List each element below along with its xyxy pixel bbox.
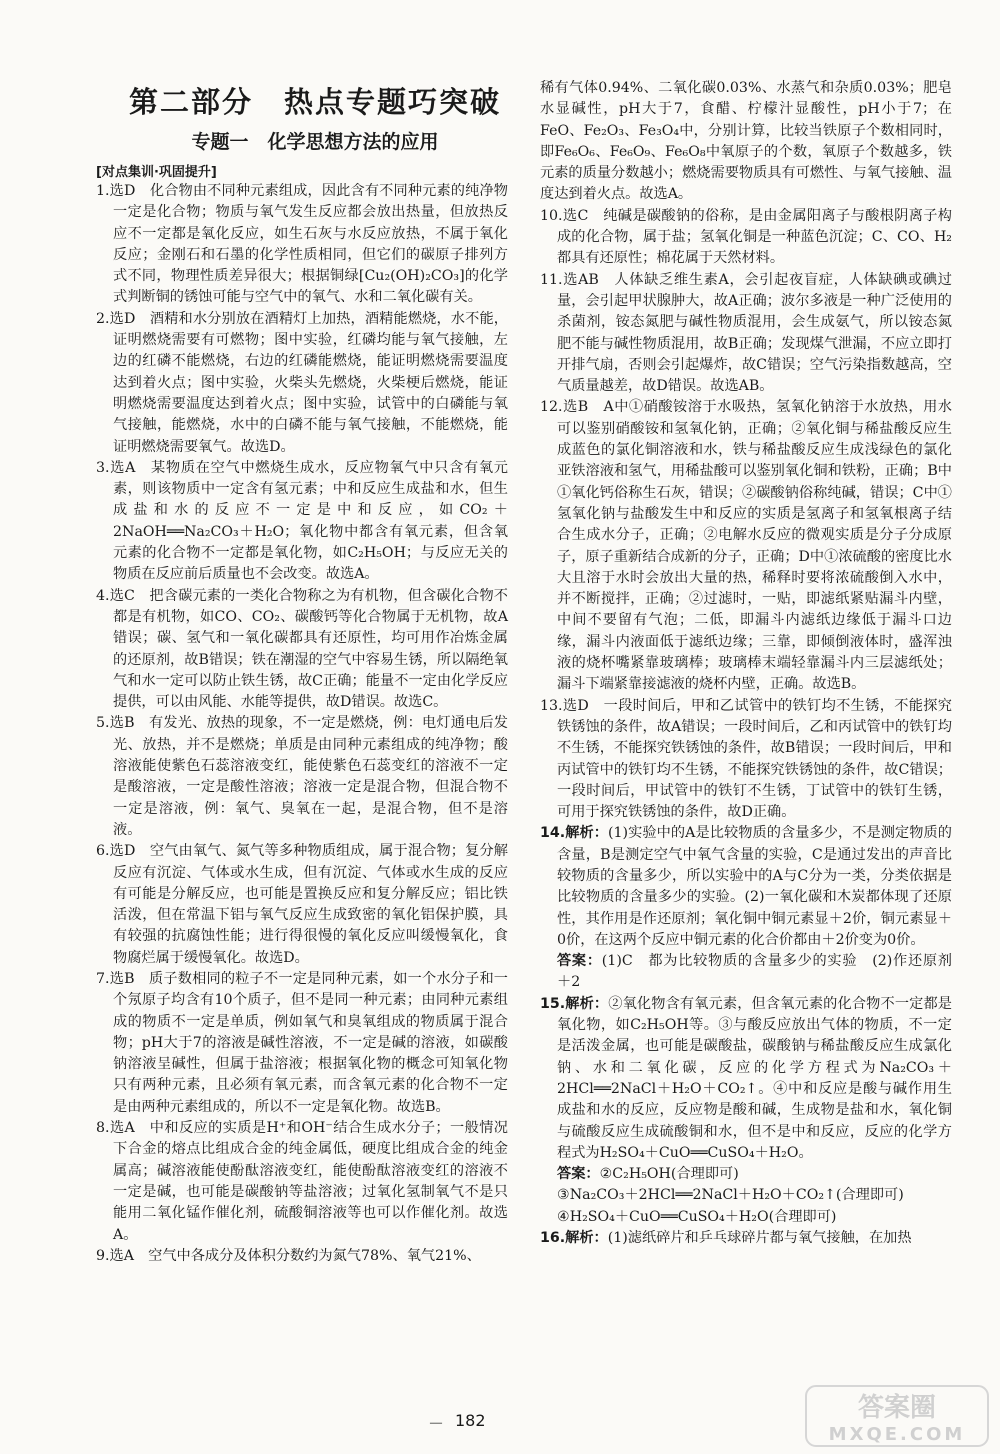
right-paragraph: [540, 823, 952, 951]
paragraph-text: (1)C 都为比较物质的含量多少的实验 (2)作还原剂 ＋2: [557, 953, 967, 991]
watermark-top-text: 答案圈: [857, 1393, 937, 1423]
left-paragraph: [96, 841, 508, 969]
paragraph-text: 11.选AB 人体缺乏维生素A，会引起夜盲症，人体缺碘或碘过量，会引起甲状腺肿大，故A正确；波尔多液是一种广泛使用的杀菌剂，铵态氮肥与碱性物质混用，会生成氨气，所以铵态氮肥不能与碱性物质混用，故B正确；发现煤气泄漏，不应立即打开排气扇，否则会引起爆炸，故C错误；空气污染指数越高，空气质量越差，故D错误。故选AB。: [540, 271, 952, 395]
section-tag: [对点集训·巩固提升]: [96, 165, 217, 180]
left-paragraph: [96, 458, 508, 586]
paragraph-text: 5.选B 有发光、放热的现象，不一定是燃烧，例：电灯通电后发光、放热，并不是燃烧；单质是由同种元素组成的纯净物；酸溶液能使紫色石蕊溶液变红，能使紫色石蕊变红的溶液不一定是酸溶液，一定是酸性溶液；溶液一定是混合物，但混合物不一定是溶液，例：氧气、臭氧在一起，是混合物，但不是溶液。: [96, 715, 508, 838]
paragraph-text: ②氧化物含有氧元素，但含氧元素的化合物不一定都是氧化物，如C₂H₅OH等。③与酸反应放出气体的物质，不一定是活泼金属，也可能是碳酸盐，碳酸钠与稀盐酸反应生成氯化钠、水和二氧化碳，反应的化学方程式为Na₂CO₃＋2HCl══2NaCl＋H₂O＋CO₂↑。④中和反应是酸与碱作用生成盐和水的反应，反应物是酸和碱，生成物是盐和水，氧化铜与硫酸反应生成硫酸铜和水，但不是中和反应，反应的化学方程式为H₂SO₄＋CuO══CuSO₄＋H₂O。: [557, 995, 952, 1161]
watermark-bottom-text: MXQE.COM: [828, 1424, 966, 1445]
paragraph-text: 1.选D 化合物由不同种元素组成，因此含有不同种元素的纯净物一定是化合物；物质与氧气发生反应都会放出热量，但放热反应不一定都是氧化反应，如生石灰与水反应放热，不属于氧化反应；金刚石和石墨的化学性质相同，但它们的碳原子排列方式不同，物理性质差异很大；根据铜绿[Cu₂(OH)₂CO₃]的化学式判断铜的锈蚀可能与空气中的氧气、水和二氧化碳有关。: [96, 183, 508, 306]
right-column: [540, 78, 967, 1249]
paragraph-text: 2.选D 酒精和水分别放在酒精灯上加热，酒精能燃烧，水不能，证明燃烧需要有可燃物；图中实验，红磷均能与氧气接触，左边的红磷不能燃烧，右边的红磷能燃烧，能证明燃烧需要温度达到着火点；图中实验，火柴头先燃烧，火柴梗后燃烧，能证明燃烧需要温度达到着火点；图中实验，试管中的白磷能与氧气接触，能燃烧，水中的白磷不能与氧气接触，不能燃烧，能证明燃烧需要氧气。故选D。: [96, 310, 508, 455]
page-dash: －: [428, 1414, 445, 1433]
paragraph-text: 10.选C 纯碱是碳酸钠的俗称，是由金属阳离子与酸根阴离子构成的化合物，属于盐；氢氧化铜是一种蓝色沉淀；C、CO、H₂都具有还原性；棉花属于天然材料。: [540, 207, 952, 267]
paragraph-text: 稀有气体0.94%、二氧化碳0.03%、水蒸气和杂质0.03%；肥皂水显碱性，pH大于7，食醋、柠檬汁显酸性，pH小于7；在FeO、Fe₂O₃、Fe₃O₄中，分别计算，比较当铁原子个数相同时，即Fe₆O₆、Fe₆O₉、Fe₆O₈中氧原子的个数，氧原子个数越多，铁元素的质量分数越小；燃烧需要物质具有可燃性、与氧气接触、温度达到着火点。故选A。: [540, 80, 952, 203]
right-paragraph: [540, 78, 952, 206]
right-paragraph: [540, 1207, 952, 1228]
right-paragraph: [540, 397, 952, 695]
right-paragraph: [540, 696, 952, 824]
left-paragraph: [96, 969, 508, 1118]
left-paragraph: [96, 1246, 508, 1267]
paragraph-text: ④H₂SO₄＋CuO══CuSO₄＋H₂O(合理即可): [557, 1208, 837, 1225]
paragraph-text: 6.选D 空气由氧气、氮气等多种物质组成，属于混合物；复分解反应有沉淀、气体或水生成，但有沉淀、气体或水生成的反应有可能是分解反应，也可能是置换反应和复分解反应；铝比铁活泼，但在常温下铝与氧气反应生成致密的氧化铝保护膜，具有较强的抗腐蚀性能；进行得很慢的氧化反应叫缓慢氧化，食物腐烂属于缓慢氧化。故选D。: [96, 843, 508, 966]
left-paragraph: [96, 181, 508, 309]
paragraph-text: (1)滤纸碎片和乒乓球碎片都与氧气接触，在加热: [607, 1230, 912, 1247]
paragraph-text: 9.选A 空气中各成分及体积分数约为氮气78%、氧气21%、: [96, 1247, 481, 1264]
paragraph-text: 8.选A 中和反应的实质是H⁺和OH⁻结合生成水分子；一般情况下合金的熔点比组成合金的纯金属低，硬度比组成合金的纯金属高；碱溶液能使酚酞溶液变红，能使酚酞溶液变红的溶液不一定是碱，也可能是碳酸钠等盐溶液；过氧化氢制氧气不是只能用二氧化锰作催化剂，硫酸铜溶液等也可以作催化剂。故选A。: [96, 1120, 508, 1243]
paragraph-text: 13.选D 一段时间后，甲和乙试管中的铁钉均不生锈，不能探究铁锈蚀的条件，故A错误；一段时间后，乙和丙试管中的铁钉均不生锈，不能探究铁锈蚀的条件，故B错误；一段时间后，甲和丙试管中的铁钉均不生锈，不能探究铁锈蚀的条件，故C错误；一段时间后，甲试管中的铁钉不生锈，丁试管中的铁钉生锈，可用于探究铁锈蚀的条件，故D正确。: [540, 697, 952, 821]
part-title: 第二部分 热点专题巧突破: [128, 85, 501, 119]
paragraph-label: 15.解析：: [540, 995, 609, 1012]
paragraph-text: 4.选C 把含碳元素的一类化合物称之为有机物，但含碳化合物不都是有机物，如CO、CO₂、碳酸钙等化合物属于无机物，故A错误；碳、氢气和一氧化碳都具有还原性，均可用作冶炼金属的还原剂，故B错误；铁在潮湿的空气中容易生锈，所以隔绝氧气和水一定可以防止铁生锈，故C正确；能量不一定由化学反应提供，可以由风能、水能等提供，故D错误。故选C。: [96, 587, 508, 711]
left-paragraph: [96, 713, 508, 841]
right-paragraph: [540, 994, 952, 1164]
topic-title: 专题一 化学思想方法的应用: [191, 131, 439, 153]
paragraph-text: ③Na₂CO₃＋2HCl══2NaCl＋H₂O＋CO₂↑(合理即可): [557, 1187, 904, 1204]
paragraph-text: 3.选A 某物质在空气中燃烧生成水，反应物氧气中只含有氧元素，则该物质中一定含有氢元素；中和反应生成盐和水，但生成盐和水的反应不一定是中和反应，如CO₂＋2NaOH══Na₂CO₃＋H₂O；氧化物中都含有氧元素，但含氧元素的化合物不一定都是氧化物，如C₂H₅OH；与反应无关的物质在反应前后质量也不会改变。故选A。: [96, 459, 508, 583]
paragraph-label: 16.解析：: [540, 1230, 608, 1247]
paragraph-label: 14.解析：: [540, 825, 608, 842]
paragraph-label: 答案：: [557, 953, 602, 970]
paragraph-text: 12.选B A中①硝酸铵溶于水吸热，氢氧化钠溶于水放热，用水可以鉴别硝酸铵和氢氧化钠，正确；②氧化铜与稀盐酸反应生成蓝色的氯化铜溶液和水，铁与稀盐酸反应生成浅绿色的氯化亚铁溶液和氢气，用稀盐酸可以鉴别氧化铜和铁粉，正确；B中①氧化钙俗称生石灰，错误；②碳酸钠俗称纯碱，错误；C中①氢氧化钠与盐酸发生中和反应的实质是氢离子和氢氧根离子结合生成水分子，正确；②电解水反应的微观实质是分子分成原子，原子重新结合成新的分子，正确；D中①浓硫酸的密度比水大且溶于水时会放出大量的热，稀释时要将浓硫酸倒入水中，并不断搅拌，正确；②过滤时，一贴，即滤纸紧贴漏斗内壁，中间不要留有气泡；二低，即漏斗内滤纸边缘低于漏斗口边缘，漏斗内液面低于滤纸边缘；三靠，即倾倒液体时，盛浑浊液的烧杯嘴紧靠玻璃棒；玻璃棒末端轻靠漏斗内三层滤纸处；漏斗下端紧靠接滤液的烧杯内壁，正确。故选B。: [540, 399, 952, 693]
right-paragraph: [540, 1185, 952, 1206]
watermark-logo: [802, 1382, 992, 1450]
right-paragraph: [540, 951, 967, 994]
left-column: [96, 181, 508, 1267]
right-paragraph: [540, 1228, 952, 1249]
page-number: 182: [455, 1411, 486, 1430]
paragraph-text: (1)实验中的A是比较物质的含量多少，不是测定物质的含量，B是测定空气中氧气含量的实验，C是通过发出的声音比较物质的含量多少，所以实验中的A与C分为一类，分类依据是比较物质的含量多少的实验。(2)一氧化碳和木炭都体现了还原性，其作用是作还原剂；氧化铜中铜元素显＋2价，铜元素显＋0价，在这两个反应中铜元素的化合价都由＋2价变为0价。: [557, 825, 952, 948]
paragraph-text: ②C₂H₅OH(合理即可): [599, 1166, 739, 1183]
right-paragraph: [540, 270, 952, 398]
paragraph-text: 7.选B 质子数相同的粒子不一定是同种元素，如一个水分子和一个氖原子均含有10个质子，但不是同一种元素；由同种元素组成的物质不一定是单质，例如氧气和臭氧组成的物质属于混合物；pH大于7的溶液是碱性溶液，不一定是碱的溶液，如碳酸钠溶液呈碱性，但属于盐溶液；根据氧化物的概念可知氧化物只有两种元素，且必须有氧元素，而含氧元素的化合物不一定是由两种元素组成的，所以不一定是氧化物。故选B。: [96, 970, 508, 1115]
right-paragraph: [540, 206, 952, 270]
paragraph-label: 答案：: [557, 1166, 600, 1183]
left-paragraph: [96, 1118, 508, 1246]
right-paragraph: [540, 1164, 952, 1185]
left-paragraph: [96, 586, 508, 714]
left-paragraph: [96, 309, 508, 458]
